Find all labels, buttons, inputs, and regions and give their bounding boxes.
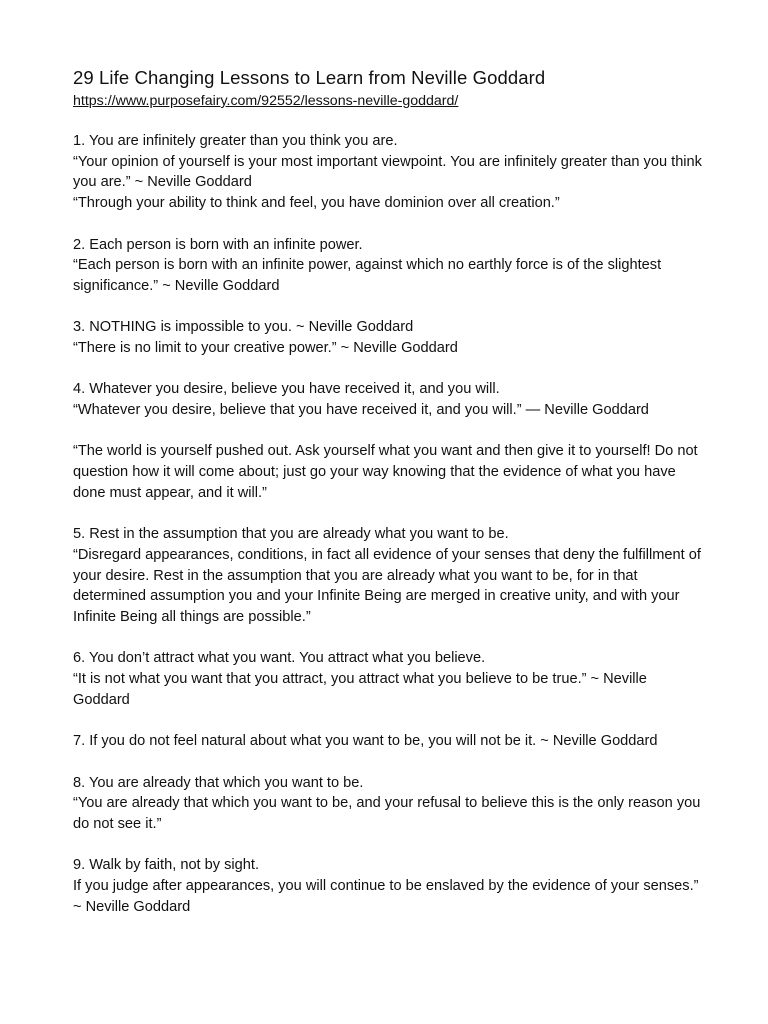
lesson-heading: 9. Walk by faith, not by sight. (73, 857, 260, 874)
quote-block (73, 441, 703, 503)
lesson-quote: “Through your ability to think and feel, you have dominion over all creation.” (73, 195, 560, 212)
lesson-quote: “There is no limit to your creative power.” ~ Neville Goddard (73, 340, 458, 356)
lesson-heading: 5. Rest in the assumption that you are already what you want to be. (73, 526, 509, 543)
lesson-quote: “Each person is born with an infinite power, against which no earthly force is of the slightest significance.” ~ Neville Goddard (73, 257, 662, 294)
lesson-quote: “You are already that which you want to be, and your refusal to believe this is the only reason you do not see it.” (73, 795, 701, 833)
lessons-body (73, 131, 703, 918)
lesson-heading: 8. You are already that which you want to be. (73, 774, 364, 791)
document-title: 29 Life Changing Lessons to Learn from Neville Goddard (73, 67, 546, 88)
lesson-block-2 (73, 235, 703, 297)
lesson-block-3 (73, 317, 703, 358)
lesson-block-8 (73, 773, 703, 835)
document-page (73, 66, 703, 938)
lesson-block-5 (73, 524, 703, 628)
lesson-quote: If you judge after appearances, you will continue to be enslaved by the evidence of your senses.” ~ Neville Goddard (73, 878, 699, 915)
lesson-heading: 2. Each person is born with an infinite power. (73, 236, 363, 253)
lesson-heading: 1. You are infinitely greater than you think you are. (73, 133, 398, 149)
source-link[interactable]: https://www.purposefairy.com/92552/lessons-neville-goddard/ (73, 93, 459, 109)
lesson-block-9 (73, 855, 703, 917)
lesson-block-7 (73, 731, 703, 752)
lesson-quote: “Disregard appearances, conditions, in fact all evidence of your senses that deny the fulfillment of your desire. Rest in the assumption that you are already what you want to be, for in that determined assumption you and your Infinite Being are merged in creative unity, and with your Infinite Being all things are possible.” (73, 546, 701, 626)
lesson-block-6 (73, 648, 703, 710)
lesson-quote: “It is not what you want that you attract, you attract what you believe to be true.” ~ Neville Goddard (73, 671, 647, 708)
lesson-quote: “Whatever you desire, believe that you have received it, and you will.” — Neville Goddard (73, 402, 649, 419)
lesson-heading: 4. Whatever you desire, believe you have received it, and you will. (73, 381, 500, 398)
lesson-block-1 (73, 131, 703, 214)
lesson-heading: 6. You don’t attract what you want. You attract what you believe. (73, 650, 486, 667)
lesson-quote: “The world is yourself pushed out. Ask yourself what you want and then give it to yourself! Do not question how it will come about; just go your way knowing that the evidence of what you have done must appear, and it will.” (73, 443, 698, 501)
lesson-quote: “Your opinion of yourself is your most important viewpoint. You are infinitely greater than you think you are.” ~ Neville Goddard (73, 153, 702, 191)
lesson-heading: 7. If you do not feel natural about what you want to be, you will not be it. ~ Neville Goddard (73, 733, 658, 750)
lesson-block-4 (73, 379, 703, 420)
lesson-heading: 3. NOTHING is impossible to you. ~ Neville Goddard (73, 319, 414, 336)
